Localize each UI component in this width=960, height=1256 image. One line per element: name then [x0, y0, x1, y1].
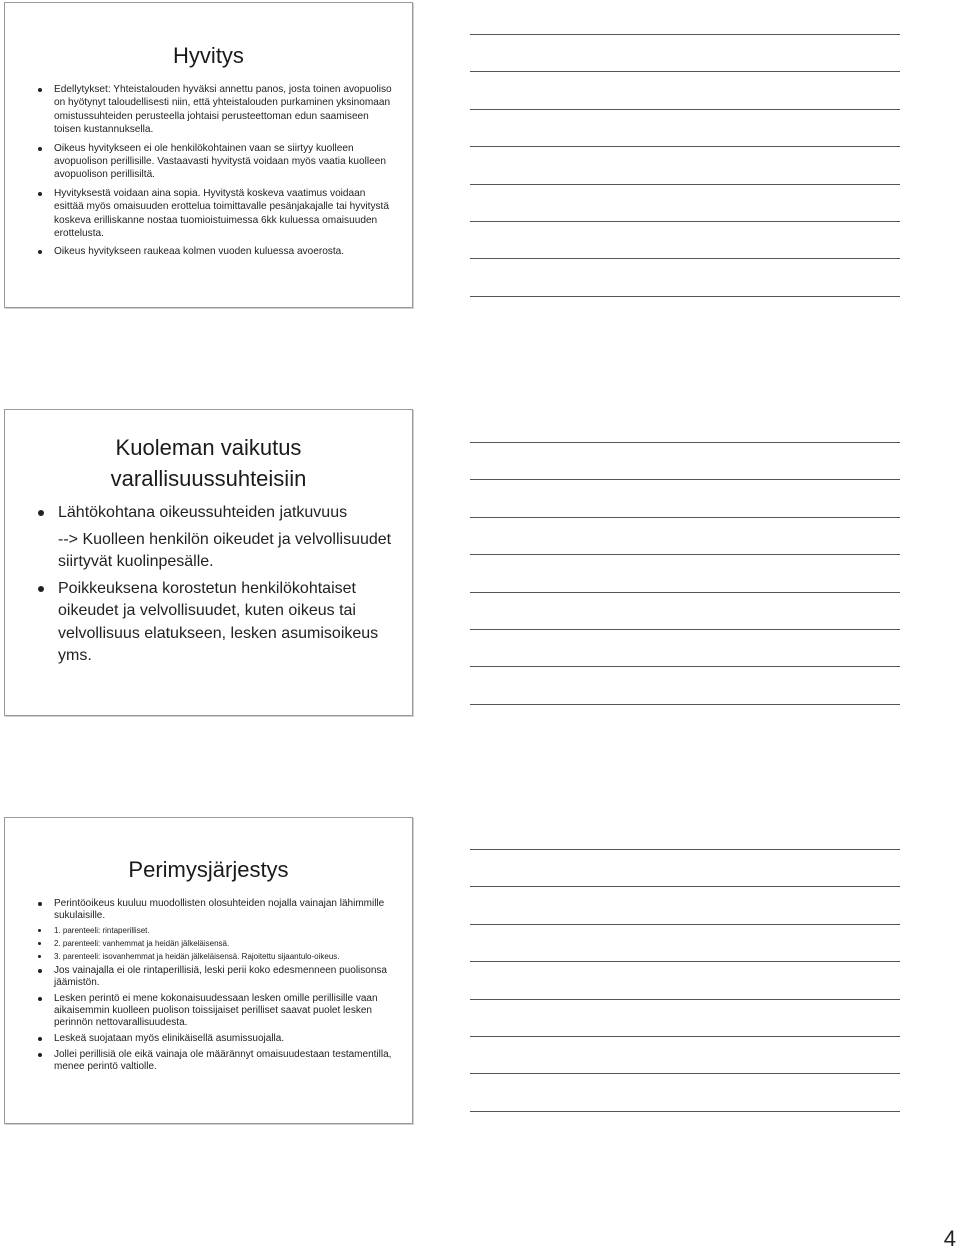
note-line	[470, 924, 900, 925]
bullet-continuation: --> Kuolleen henkilön oikeudet ja velvollisuudet siirtyvät kuolinpesälle.	[58, 530, 392, 570]
note-line	[470, 592, 900, 593]
slide-title: Perimysjärjestys	[128, 857, 289, 882]
note-line	[470, 666, 900, 667]
note-line	[470, 1111, 900, 1112]
bullet-item: Edellytykset: Yhteistalouden hyväksi annettu panos, josta toinen avopuoliso on hyötynyt taloudellisesti niin, että yhteistalouden purkaminen yksinomaan omistussuhteiden perusteella johtaisi perusteettoman edun saamiseen toisen kustannuksella.	[54, 83, 394, 137]
note-line	[470, 704, 900, 705]
slide-title: Hyvitys	[173, 43, 244, 68]
note-line	[470, 999, 900, 1000]
slide-title-line: varallisuussuhteisiin	[110, 466, 307, 491]
bullet-item: Perintöoikeus kuuluu muodollisten olosuhteiden nojalla vainajan lähimmille sukulaisille.	[54, 898, 394, 922]
note-line	[470, 1073, 900, 1074]
note-line	[470, 554, 900, 555]
bullet-item: 1. parenteeli: rintaperilliset.	[54, 926, 394, 936]
notes-lines	[470, 849, 900, 1148]
note-line	[470, 961, 900, 962]
notes-lines	[470, 442, 900, 741]
bullet-item: Oikeus hyvitykseen ei ole henkilökohtainen vaan se siirtyy kuolleen avopuolison perillisille. Vastaavasti hyvitystä voidaan myös vaatia kuolleen avopuolison perillisiltä.	[54, 142, 394, 182]
bullet-list	[58, 502, 398, 672]
bullet-list	[54, 83, 394, 264]
bullet-item: Oikeus hyvitykseen raukeaa kolmen vuoden kuluessa avoerosta.	[54, 245, 394, 258]
note-line	[470, 479, 900, 480]
note-line	[470, 71, 900, 72]
bullet-item: Lesken perintö ei mene kokonaisuudessaan lesken omille perillisille vaan aikaisemmin kuolleen puolison toissijaiset perilliset saavat puolet lesken perinnön nettovarallisuudesta.	[54, 993, 394, 1029]
bullet-item	[58, 502, 398, 525]
slide-hyvitys	[4, 2, 413, 308]
note-line	[470, 629, 900, 630]
notes-lines	[470, 34, 900, 333]
note-line	[470, 517, 900, 518]
bullet-item: 3. parenteeli: isovanhemmat ja heidän jälkeläisensä. Rajoitettu sijaantulo-oikeus.	[54, 952, 394, 962]
note-line	[470, 34, 900, 35]
note-line	[470, 296, 900, 297]
note-line	[470, 442, 900, 443]
slide-title-line: Kuoleman vaikutus	[115, 435, 302, 460]
note-line	[470, 849, 900, 850]
bullet-text: Lähtökohtana oikeussuhteiden jatkuvuus	[58, 504, 348, 521]
note-line	[470, 146, 900, 147]
note-line	[470, 258, 900, 259]
slide-title	[5, 432, 412, 494]
note-line	[470, 221, 900, 222]
bullet-item: 2. parenteeli: vanhemmat ja heidän jälkeläisensä.	[54, 939, 394, 949]
bullet-item: Poikkeuksena korostetun henkilökohtaiset oikeudet ja velvollisuudet, kuten oikeus tai velvollisuus elatukseen, lesken asumisoikeus yms.	[58, 578, 398, 668]
slide-perimysjarjestys	[4, 817, 413, 1124]
slide-kuoleman-vaikutus	[4, 409, 413, 716]
note-line	[470, 1036, 900, 1037]
note-line	[470, 109, 900, 110]
note-line	[470, 184, 900, 185]
bullet-item: Jollei perillisiä ole eikä vainaja ole määrännyt omaisuudestaan testamentilla, menee perintö valtiolle.	[54, 1049, 394, 1073]
bullet-item: Leskeä suojataan myös elinikäisellä asumissuojalla.	[54, 1033, 394, 1045]
note-line	[470, 886, 900, 887]
bullet-list	[54, 898, 394, 1077]
bullet-item: Hyvityksestä voidaan aina sopia. Hyvitystä koskeva vaatimus voidaan esittää myös omaisuuden erottelua toimittavalle pesänjakajalle tai hyvitystä koskeva erilliskanne nostaa tuomioistuimessa 6kk kuluessa omaisuuden erottelusta.	[54, 187, 394, 241]
bullet-item: Jos vainajalla ei ole rintaperillisiä, leski perii koko edesmenneen puolisonsa jäämistön.	[54, 965, 394, 989]
page-number: 4	[943, 1226, 956, 1251]
